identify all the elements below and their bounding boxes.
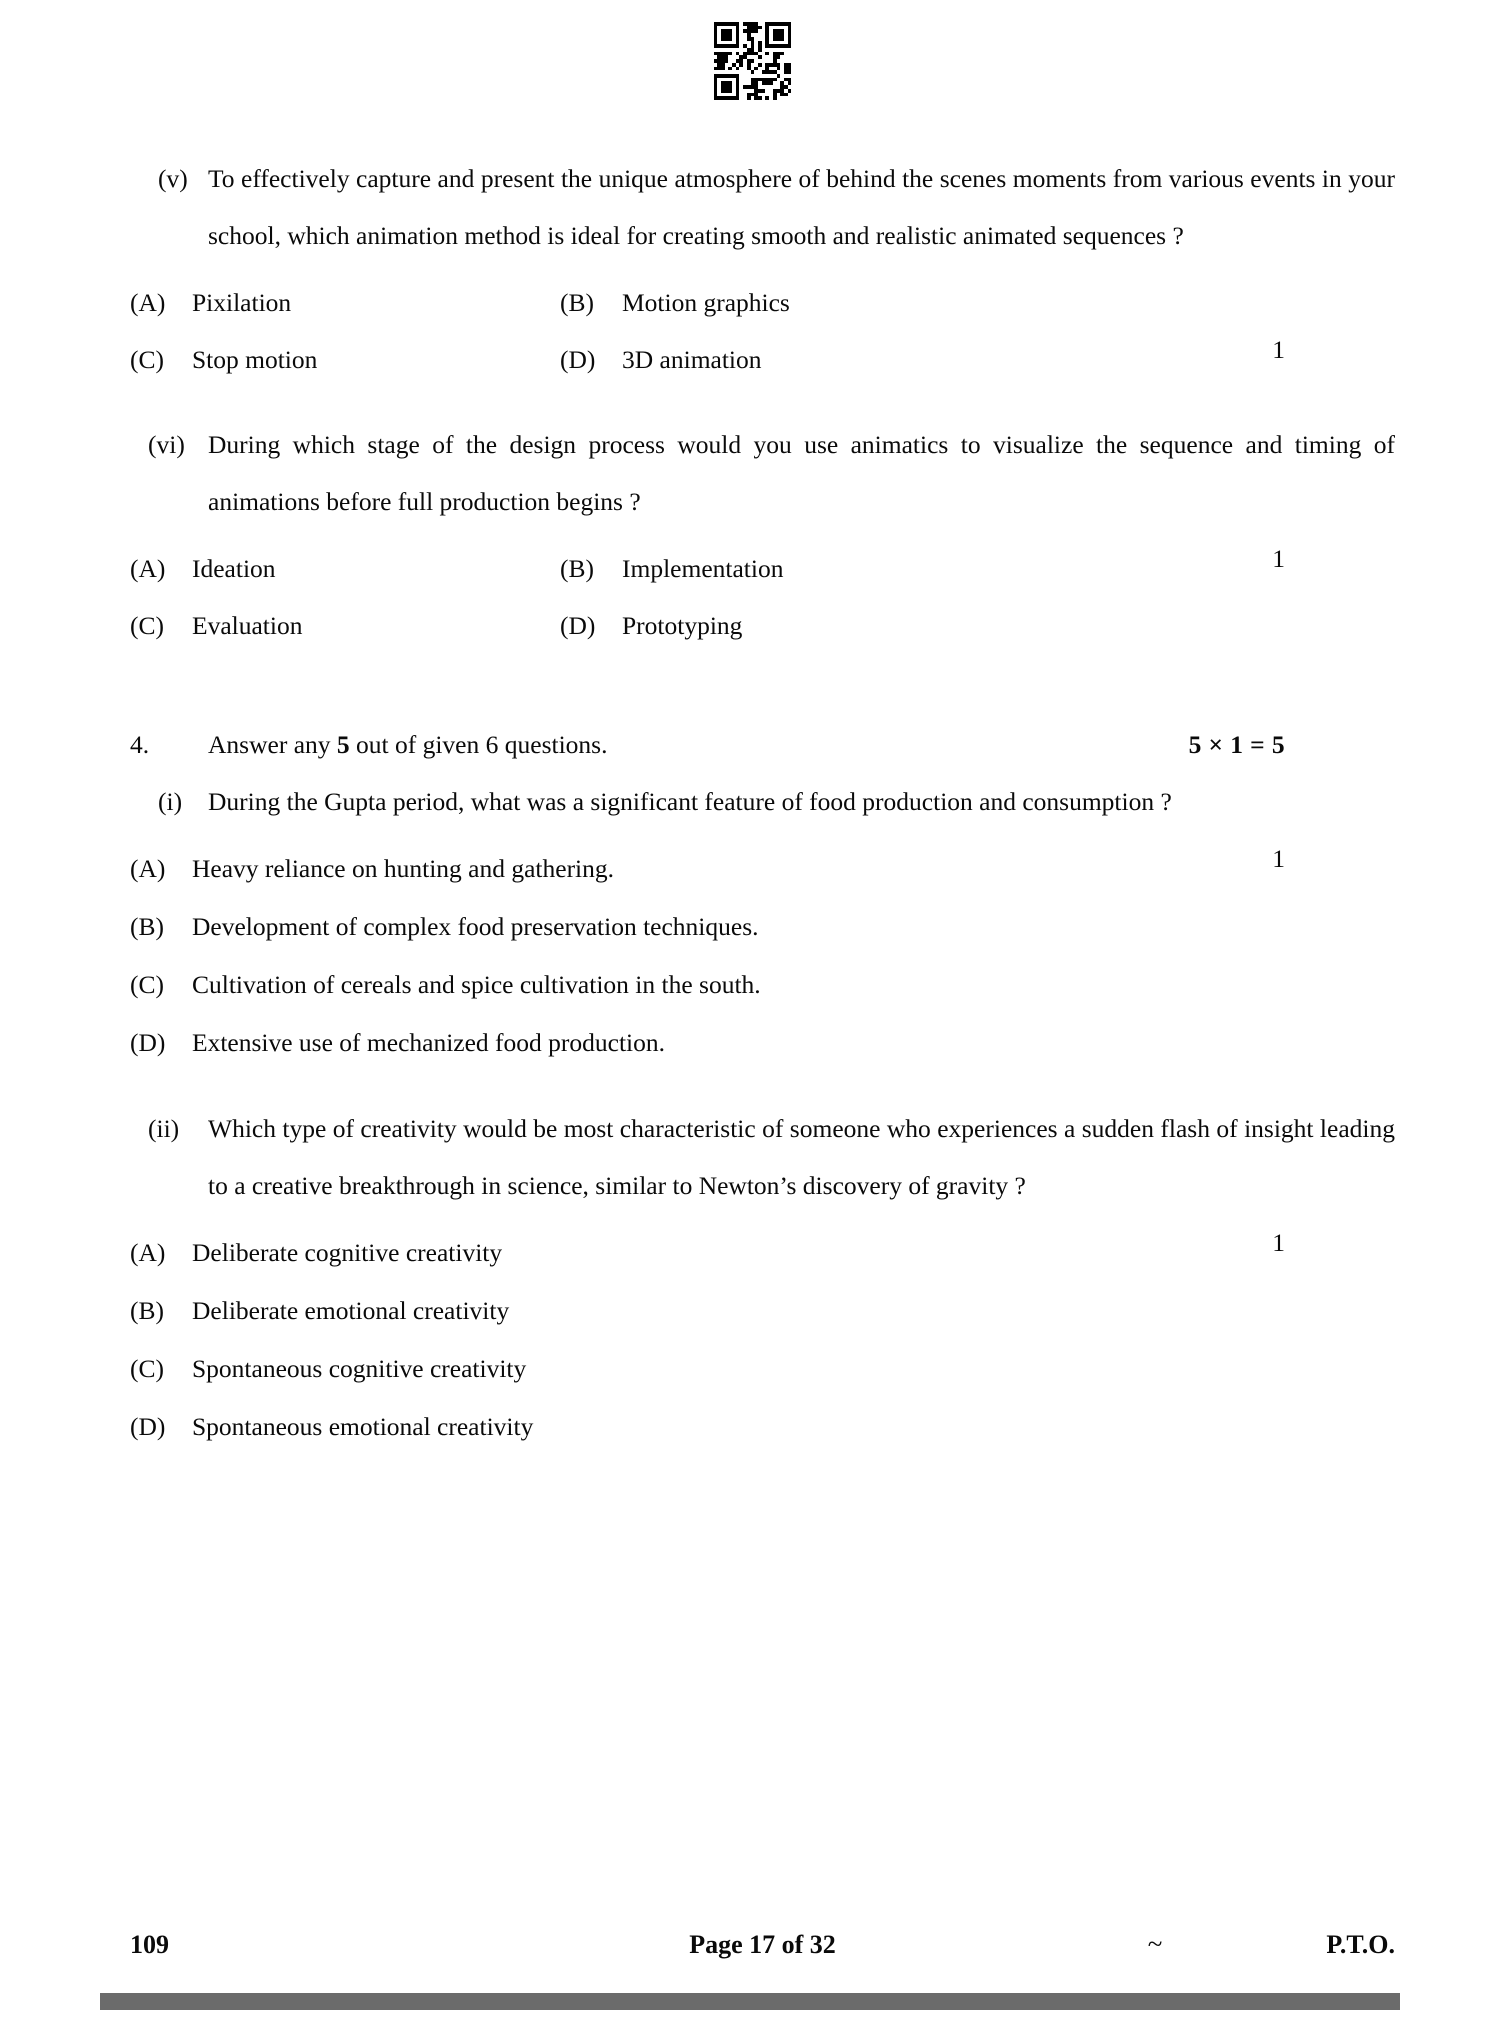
option-4i-c[interactable]: [130, 956, 1395, 1014]
option-label: (B): [130, 1296, 164, 1325]
option-text: Spontaneous emotional creativity: [192, 1412, 534, 1441]
spacer: [130, 388, 1395, 416]
spacer: [130, 1072, 1395, 1100]
instruction-prefix: Answer any: [208, 730, 337, 759]
option-label: (A): [130, 554, 166, 583]
option-text: 3D animation: [622, 345, 762, 374]
option-4ii-d[interactable]: [130, 1398, 1395, 1456]
option-text: Motion graphics: [622, 288, 790, 317]
option-text: Prototyping: [622, 611, 743, 640]
option-v-c[interactable]: [130, 331, 560, 388]
option-4i-d[interactable]: [130, 1014, 1395, 1072]
option-label: (D): [130, 1412, 166, 1441]
question-marker-4ii: (ii): [148, 1114, 180, 1143]
option-v-b[interactable]: [560, 274, 1395, 331]
option-vi-d[interactable]: [560, 597, 1395, 654]
option-vi-a[interactable]: [130, 540, 560, 597]
option-label: (B): [560, 288, 594, 317]
option-text: Development of complex food preservation techniques.: [192, 912, 759, 941]
option-text: Spontaneous cognitive creativity: [192, 1354, 527, 1383]
question-block-v: [130, 150, 1395, 388]
section-4-header: [130, 716, 1395, 773]
question-block-vi: [130, 416, 1395, 654]
option-4ii-b[interactable]: [130, 1282, 1395, 1340]
question-marker-vi: (vi): [148, 430, 185, 459]
options-v: [130, 274, 1395, 388]
option-text: Pixilation: [192, 288, 292, 317]
option-4ii-c[interactable]: [130, 1340, 1395, 1398]
section-marks: 5 × 1 = 5: [1188, 730, 1285, 759]
question-marks-vi: 1: [1272, 544, 1285, 573]
options-vi: [130, 540, 1395, 654]
question-block-4i: [130, 773, 1395, 1072]
option-text: Deliberate cognitive creativity: [192, 1238, 503, 1267]
question-block-4ii: [130, 1100, 1395, 1456]
option-label: (C): [130, 970, 164, 999]
option-label: (A): [130, 854, 166, 883]
options-4i: [130, 840, 1395, 1072]
question-content: [0, 150, 1505, 1456]
option-text: Implementation: [622, 554, 784, 583]
question-text-4i: During the Gupta period, what was a significant feature of food production and consumption ?: [208, 787, 1172, 816]
option-4i-a[interactable]: [130, 840, 1395, 898]
footer-bar: [100, 1993, 1400, 2010]
option-vi-c[interactable]: [130, 597, 560, 654]
options-4ii: [130, 1224, 1395, 1456]
option-label: (D): [560, 345, 596, 374]
option-text: Cultivation of cereals and spice cultivation in the south.: [192, 970, 761, 999]
qr-code-container: [0, 22, 1505, 100]
option-text: Heavy reliance on hunting and gathering.: [192, 854, 615, 883]
option-text: Stop motion: [192, 345, 318, 374]
page-footer: [0, 1929, 1505, 1960]
question-text-vi: During which stage of the design process would you use animatics to visualize the sequence and timing of animations before full production begins ?: [208, 430, 1395, 516]
tilde-separator: ~: [1147, 1929, 1163, 1959]
paper-code: 109: [130, 1930, 169, 1959]
option-label: (A): [130, 1238, 166, 1267]
option-label: (A): [130, 288, 166, 317]
qr-code-icon: [714, 22, 792, 100]
option-vi-b[interactable]: [560, 540, 1395, 597]
question-text-4ii: Which type of creativity would be most characteristic of someone who experiences a sudden flash of insight leading to a creative breakthrough in science, similar to Newton’s discovery of gravity ?: [208, 1114, 1395, 1200]
option-v-d[interactable]: [560, 331, 1395, 388]
instruction-count: 5: [336, 730, 350, 759]
question-marker-4i: (i): [158, 787, 183, 816]
pto-label: P.T.O.: [1326, 1930, 1395, 1959]
instruction-suffix: out of given 6 questions.: [349, 730, 608, 759]
option-4ii-a[interactable]: [130, 1224, 1395, 1282]
option-4i-b[interactable]: [130, 898, 1395, 956]
option-text: Extensive use of mechanized food production.: [192, 1028, 666, 1057]
question-marks-4ii: 1: [1272, 1228, 1285, 1257]
option-label: (C): [130, 611, 164, 640]
question-text-v: To effectively capture and present the unique atmosphere of behind the scenes moments from various events in your school, which animation method is ideal for creating smooth and realistic animated sequences ?: [208, 164, 1395, 250]
section-number: 4.: [130, 730, 150, 759]
option-text: Evaluation: [192, 611, 303, 640]
option-label: (B): [560, 554, 594, 583]
option-label: (C): [130, 1354, 164, 1383]
question-marks-v: 1: [1272, 335, 1285, 364]
option-label: (B): [130, 912, 164, 941]
option-v-a[interactable]: [130, 274, 560, 331]
option-label: (C): [130, 345, 164, 374]
option-text: Deliberate emotional creativity: [192, 1296, 510, 1325]
option-label: (D): [560, 611, 596, 640]
option-text: Ideation: [192, 554, 276, 583]
page-number-label: Page 17 of 32: [689, 1930, 836, 1959]
spacer: [130, 654, 1395, 716]
question-marks-4i: 1: [1272, 844, 1285, 873]
option-label: (D): [130, 1028, 166, 1057]
question-marker-v: (v): [158, 164, 188, 193]
